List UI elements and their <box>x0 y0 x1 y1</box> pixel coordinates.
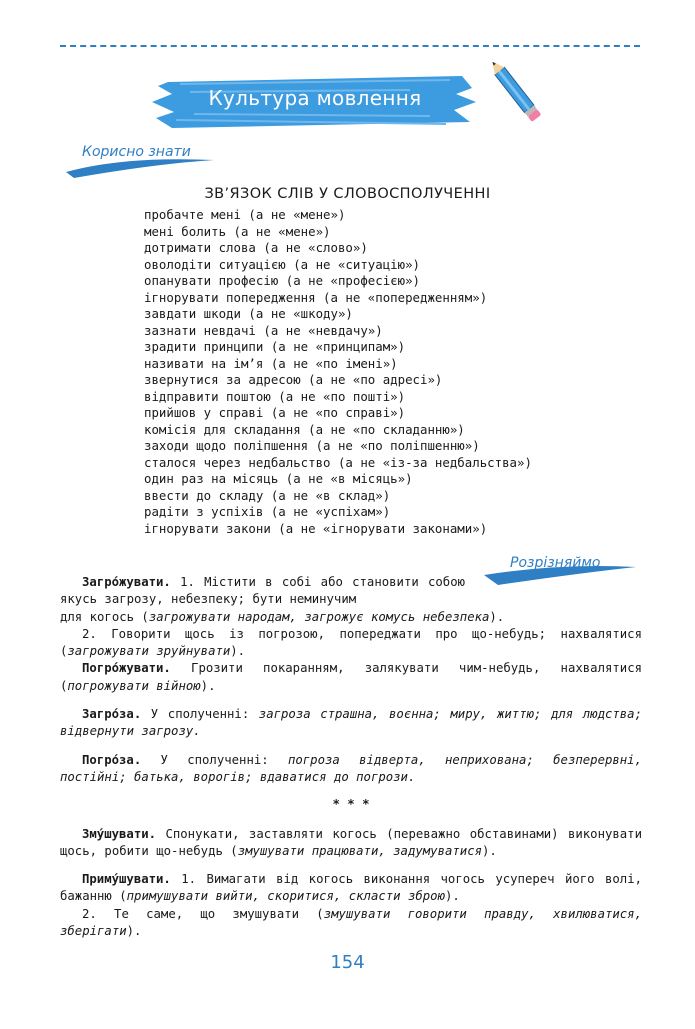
word-pairs-list <box>144 207 532 537</box>
distinguish-label-text: Розрізняймо <box>510 555 601 571</box>
definition-zmushuvaty <box>60 826 642 861</box>
definition-text: У сполученні: <box>141 707 259 722</box>
definition-text: У сполученні: <box>141 752 288 767</box>
definition-text: 2. Те саме, що змушувати ( <box>82 906 324 921</box>
term: Погро́жувати. <box>82 661 171 676</box>
section-banner <box>150 72 480 132</box>
term: Зму́шувати. <box>82 826 157 841</box>
term: Погро́за. <box>82 752 142 767</box>
definition-text: ). <box>126 924 142 939</box>
page-number: 154 <box>330 952 365 973</box>
list-item: зазнати невдачі (а не «невдачу») <box>144 322 383 338</box>
definition-text: 1. Містити в собі або становити собою якусь загрозу, небезпеку; бути неминучим <box>60 575 465 607</box>
list-item: оволодіти ситуацією (а не «ситуацію») <box>144 256 421 272</box>
banner-title: Культура мовлення <box>208 86 422 110</box>
definition-text: ). <box>489 609 505 624</box>
list-item: називати на ім’я (а не «по імені») <box>144 355 398 371</box>
example: змушувати говорити правду, хвилюватися, зберігати <box>60 906 642 939</box>
list-item: мені болить (а не «мене») <box>144 223 331 239</box>
list-item: ігнорувати попередження (а не «попередженням») <box>144 289 488 305</box>
term: Приму́шувати. <box>82 872 171 887</box>
example: примушувати вийти, скоритися, скласти зброю <box>126 889 445 904</box>
definition-text: Грозити покаранням, залякувати чим-небудь, нахвалятися ( <box>60 661 642 693</box>
list-item: сталося через недбальство (а не «із-за недбальства») <box>144 454 532 470</box>
definition-zagroza <box>60 706 642 741</box>
list-item: зрадити принципи (а не «принципам») <box>144 339 406 354</box>
definition-text: ). <box>445 889 460 904</box>
example: загрожувати народам, загрожує комусь небезпека <box>148 609 490 624</box>
list-item: ввести до складу (а не «в склад») <box>144 487 391 503</box>
definition-sense-2 <box>60 626 642 661</box>
definition-text: для когось ( <box>60 609 149 624</box>
list-item: завдати шкоди (а не «шкоду») <box>144 306 353 321</box>
list-item: комісія для складання (а не «по складанню») <box>144 421 465 437</box>
list-item: пробачте мені (а не «мене») <box>144 207 346 222</box>
definition-text: ). <box>230 644 246 659</box>
pencil-icon <box>490 62 550 132</box>
definition-text: ). <box>482 843 497 858</box>
definition-sense-2 <box>60 906 642 941</box>
definition-pogroza <box>60 752 642 787</box>
term: Загро́жувати. <box>82 575 171 589</box>
list-item: радіти з успіхів (а не «успіхам») <box>144 504 391 519</box>
example: погрожувати війною <box>67 678 201 693</box>
example: змушувати працювати, задумуватися <box>237 843 482 858</box>
example: загрожувати зруйнувати <box>67 644 231 659</box>
list-item: ігнорувати закони (а не «ігнорувати законами») <box>144 520 488 536</box>
list-item: прийшов у справі (а не «по справі») <box>144 405 406 420</box>
definition-pogrozhuvaty <box>60 660 642 695</box>
definition-prymushuvaty <box>60 871 642 906</box>
list-item: звернутися за адресою (а не «по адресі») <box>144 372 443 387</box>
definition-continuation <box>60 609 642 626</box>
definition-text: 1. Вимагати від когось виконання чогось усупереч його волі, бажанню ( <box>60 872 642 904</box>
separator: * * * <box>332 797 370 812</box>
example: погроза відверта, неприхована; безперервні, постійні; батька, ворогів; вдаватися до погрози. <box>60 752 642 784</box>
example: загроза страшна, воєнна; миру, життю; для людства; відвернути загрозу. <box>60 707 642 739</box>
term: Загро́за. <box>82 707 142 722</box>
top-dashed-rule <box>60 45 640 47</box>
list-item: відправити поштою (а не «по пошті») <box>144 388 406 404</box>
definition-zagrozhuvaty <box>60 574 465 609</box>
list-item: заходи щодо поліпшення (а не «по поліпшенню») <box>144 438 480 453</box>
useful-info-label <box>64 142 224 182</box>
useful-info-label-text: Корисно знати <box>82 144 191 160</box>
definitions-block <box>60 574 642 940</box>
definition-text: 2. Говорити щось із погрозою, попереджати про що-небудь; нахвалятися ( <box>60 626 642 659</box>
list-item: дотримати слова (а не «слово») <box>144 240 368 255</box>
section-title: ЗВ’ЯЗОК СЛІВ У СЛОВОСПОЛУЧЕННІ <box>204 186 491 202</box>
definition-text: Спонукати, заставляти когось (переважно обставинами) виконувати щось, робити що-небудь ( <box>60 826 642 858</box>
definition-text: ). <box>200 678 216 693</box>
list-item: один раз на місяць (а не «в місяць») <box>144 471 413 486</box>
list-item: опанувати професію (а не «професією») <box>144 273 421 288</box>
